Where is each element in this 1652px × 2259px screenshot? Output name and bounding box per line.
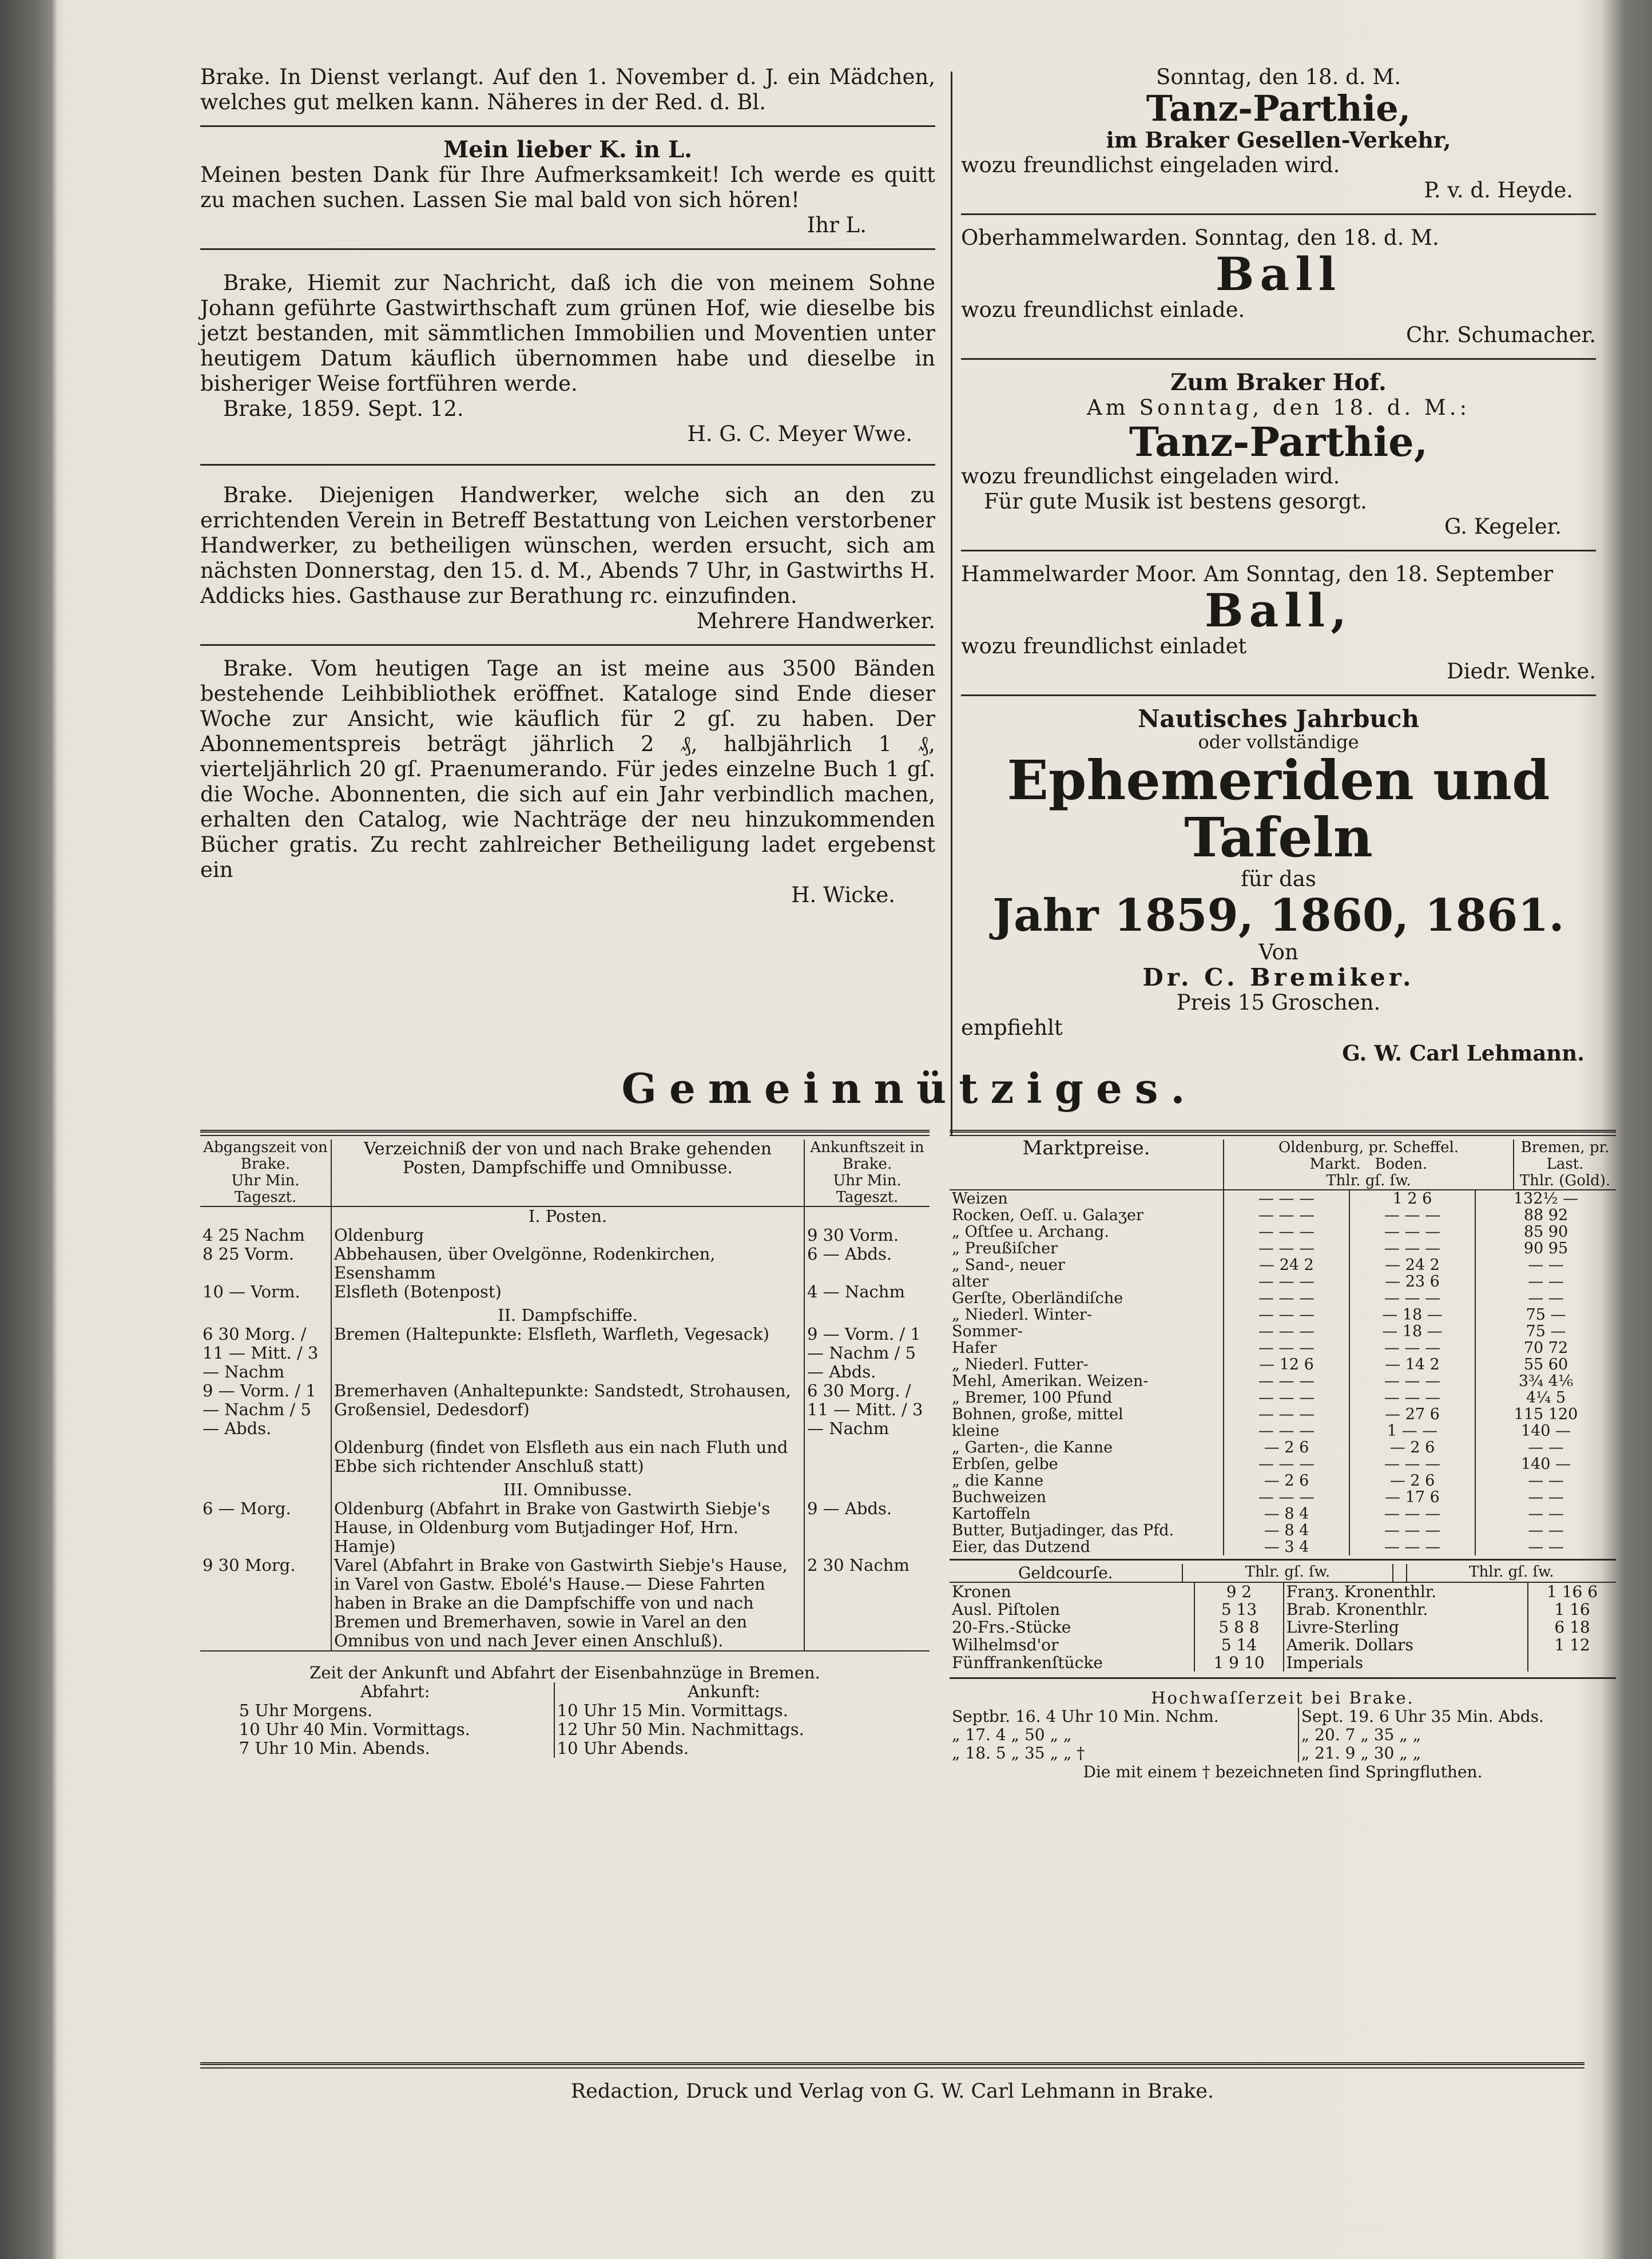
bremen-head: Bremen, pr. Last. Thlr. (Gold).: [1519, 1139, 1611, 1189]
post-arr: 6 — Abds.: [807, 1244, 892, 1264]
market-row: [950, 1224, 1616, 1240]
exchange-sub2: Thlr. gſ. ſw.: [1469, 1563, 1554, 1581]
r4-head: Hammelwarder Moor. Am Sonntag, den 18. September: [961, 562, 1554, 586]
market-row: [950, 1539, 1616, 1555]
ad2-body: Meinen besten Dank für Ihre Aufmerksamkeit! Ich werde es quitt zu machen suchen. Lassen Sie mal bald von sich hören!: [200, 162, 935, 212]
market-boden: — — —: [1349, 1340, 1475, 1356]
market-name: „ die Kanne: [950, 1472, 1224, 1489]
bus-dep: 6 — Morg.: [200, 1499, 331, 1556]
market-boden: — — —: [1349, 1539, 1475, 1555]
market-boden: — — —: [1349, 1456, 1475, 1472]
ad4-body: Brake. Diejenigen Handwerker, welche sich an den zu errichtenden Verein in Betreff Bestattung von Leichen verstorbener Handwerker, zu betheiligen wünschen, werden ersucht, sich am nächsten Donnerstag, den 15. d. M., Abends 7 Uhr, in Gastwirths H. Addicks hies. Gasthause zur Berathung rc. einzufinden.: [200, 483, 935, 608]
post-dep: 8 25 Vorm.: [200, 1245, 331, 1283]
market-row: [950, 1273, 1616, 1290]
exchange-table: [950, 1564, 1616, 1583]
r2-title: Ball: [1215, 247, 1342, 301]
market-markt: — — —: [1224, 1240, 1349, 1257]
market-bremen: — —: [1528, 1439, 1564, 1456]
rail-arr: 12 Uhr 50 Min. Nachmittags.: [557, 1720, 804, 1739]
market-boden: — — —: [1349, 1290, 1475, 1307]
market-boden: — — —: [1349, 1373, 1475, 1389]
market-name: Kartoffeln: [950, 1506, 1224, 1522]
r4-title: Ball,: [1204, 583, 1353, 637]
market-name: Weizen: [950, 1190, 1224, 1207]
r4-sign: Diedr. Wenke.: [1446, 659, 1596, 684]
ship-dep: 6 30 Morg. / 11 — Mitt. / 3 — Nachm: [200, 1325, 331, 1381]
r3-date: Am Sonntag, den 18. d. M.:: [1086, 395, 1471, 420]
market-bremen: — —: [1528, 1522, 1564, 1539]
exchange-row: [950, 1654, 1616, 1672]
market-row: [950, 1257, 1616, 1273]
r4-text: wozu freundlichst einladet: [961, 634, 1247, 658]
market-boden: — 14 2: [1349, 1356, 1475, 1373]
r1-title: Tanz-Parthie,: [1146, 88, 1411, 129]
rail-dep-head: Abfahrt:: [237, 1682, 554, 1701]
market-bremen: 140 —: [1520, 1455, 1571, 1473]
market-name: Rocken, Oeſſ. u. Galaʒer: [950, 1207, 1224, 1224]
ad5-body: Brake. Vom heutigen Tage an ist meine aus 3500 Bänden bestehende Leihbibliothek eröffnet. Kataloge sind Ende dieser Woche zur Ansicht, wie käuflich für 2 gſ. zu haben. Der Abonnementspreis beträgt jährlich 2 ₰, halbjährlich 1 ₰, vierteljährlich 20 gſ. Praenumerando. Für jedes einzelne Buch 1 gſ. die Woche. Abonnenten, die sich auf ein Jahr verbindlich machen, erhalten den Catalog, wie Nachträge der neu hinzukommenden Bücher gratis. Zu recht zahlreicher Betheiligung ladet ergebenst ein: [200, 656, 935, 882]
market-name: Hafer: [950, 1340, 1224, 1356]
market-name: „ Bremer, 100 Pfund: [950, 1389, 1224, 1406]
market-markt: — — —: [1224, 1190, 1349, 1207]
r3-sign: G. Kegeler.: [1444, 514, 1562, 539]
exchange-coin2: Franʒ. Kronenthlr.: [1284, 1583, 1528, 1601]
market-row: [950, 1389, 1616, 1406]
market-bremen: — —: [1528, 1273, 1564, 1291]
r3-text2: Für gute Musik ist bestens gesorgt.: [984, 489, 1367, 514]
exchange-value2: 1 16 6: [1547, 1582, 1598, 1601]
market-markt: — 24 2: [1224, 1257, 1349, 1273]
r1-date: Sonntag, den 18. d. M.: [1155, 65, 1401, 89]
rail-title: Zeit der Ankunft und Abfahrt der Eisenbahnzüge in Bremen.: [309, 1663, 820, 1682]
posts-timetable: [200, 1130, 930, 1758]
hw-right: „ 20. 7 „ 35 „ „: [1301, 1725, 1421, 1744]
exchange-value: 5 13: [1194, 1601, 1283, 1618]
exchange-coin2: Livre-Sterling: [1284, 1618, 1528, 1636]
hw-left: „ 18. 5 „ 35 „ „ †: [950, 1744, 1298, 1762]
market-row: [950, 1506, 1616, 1522]
market-boden: — 17 6: [1349, 1489, 1475, 1506]
market-markt: — — —: [1224, 1423, 1349, 1439]
ship-arr: 6 30 Morg. / 11 — Mitt. / 3 — Nachm: [807, 1381, 923, 1438]
post-dest: Elsfleth (Botenpost): [331, 1283, 804, 1301]
ad2-sign: Ihr L.: [807, 213, 867, 237]
hw-note: Die mit einem † bezeichneten ſind Springfluthen.: [1083, 1762, 1483, 1781]
r3-text1: wozu freundlichst eingeladen wird.: [961, 464, 1340, 489]
exchange-coin: Kronen: [950, 1583, 1194, 1601]
market-bremen: 75 —: [1526, 1323, 1566, 1340]
market-bremen: 75 —: [1526, 1306, 1566, 1324]
posts-table: [200, 1140, 930, 1651]
market-markt: — — —: [1224, 1323, 1349, 1340]
market-row: [950, 1356, 1616, 1373]
hw-right: Sept. 19. 6 Uhr 35 Min. Abds.: [1301, 1707, 1544, 1726]
r1-text: wozu freundlichst eingeladen wird.: [961, 153, 1340, 177]
rail-dep: 5 Uhr Morgens.: [237, 1701, 554, 1720]
market-row: [950, 1190, 1616, 1207]
exchange-row: [950, 1636, 1616, 1654]
market-bremen: — —: [1528, 1256, 1564, 1274]
column-divider: [951, 72, 952, 1136]
market-row: [950, 1406, 1616, 1423]
market-bremen: 88 92: [1523, 1206, 1568, 1224]
market-boden: — 2 6: [1349, 1472, 1475, 1489]
ship-dep: 9 — Vorm. / 1 — Nachm / 5 — Abds.: [200, 1381, 331, 1438]
footer: [200, 2062, 1585, 2103]
market-markt: — 2 6: [1224, 1439, 1349, 1456]
exchange-row: [950, 1618, 1616, 1636]
exchange-value2: 6 18: [1554, 1618, 1590, 1637]
market-markt: — 3 4: [1224, 1539, 1349, 1555]
market-markt: — — —: [1224, 1373, 1349, 1389]
market-boden: — — —: [1349, 1240, 1475, 1257]
market-boden: 1 2 6: [1349, 1190, 1475, 1207]
rail-arr: 10 Uhr 15 Min. Vormittags.: [557, 1701, 788, 1720]
rail-table: [237, 1682, 893, 1758]
rail-arr: 10 Uhr Abends.: [557, 1738, 689, 1758]
exchange-rows: [950, 1583, 1616, 1672]
market-boden: — — —: [1349, 1207, 1475, 1224]
market-bremen: 3¾ 4⅙: [1518, 1372, 1574, 1390]
ad3-body: Brake, Hiemit zur Nachricht, daß ich die von meinem Sohne Johann geführte Gastwirthschaft zum grünen Hof, wie dieselbe bis jetzt bestanden, mit sämmtlichen Immobilien und Moventien unter heutigem Datum käuflich übernommen habe und dieselbe in bisheriger Weise fortführen werde.: [200, 271, 935, 396]
hw-title: Hochwaſſerzeit bei Brake.: [1151, 1688, 1415, 1708]
ad3-sign: H. G. C. Meyer Wwe.: [687, 422, 912, 446]
market-markt: — — —: [1224, 1489, 1349, 1506]
left-column: [200, 60, 935, 908]
r5-l6: Von: [1258, 940, 1298, 964]
r2-text: wozu freundlichst einlade.: [961, 297, 1245, 322]
market-row: [950, 1240, 1616, 1257]
market-bremen: 115 120: [1514, 1406, 1578, 1423]
bus-arr: 2 30 Nachm: [807, 1555, 910, 1575]
market-boden: — — —: [1349, 1389, 1475, 1406]
col-head-list: Verzeichniß der von und nach Brake gehenden Posten, Dampfschiffe und Omnibusse.: [331, 1140, 804, 1206]
market-markt: — — —: [1224, 1207, 1349, 1224]
rail-dep: 7 Uhr 10 Min. Abends.: [237, 1739, 554, 1758]
market-name: Gerſte, Oberländiſche: [950, 1290, 1224, 1307]
market-prices: [950, 1130, 1616, 1781]
section-dampfschiffe: II. Dampfschiffe.: [331, 1301, 804, 1325]
market-name: Sommer-: [950, 1323, 1224, 1340]
market-name: Butter, Butjadinger, das Pfd.: [950, 1522, 1224, 1539]
market-markt: — 8 4: [1224, 1506, 1349, 1522]
market-row: [950, 1456, 1616, 1472]
r3-head: Zum Braker Hof.: [1170, 369, 1387, 396]
market-name: „ Preußiſcher: [950, 1240, 1224, 1257]
market-bremen: — —: [1528, 1488, 1564, 1506]
exchange-value: 5 8 8: [1194, 1618, 1283, 1636]
market-markt: — 2 6: [1224, 1472, 1349, 1489]
section-omnibusse: III. Omnibusse.: [331, 1476, 804, 1499]
market-row: [950, 1423, 1616, 1439]
market-boden: — 2 6: [1349, 1439, 1475, 1456]
market-row: [950, 1207, 1616, 1224]
market-markt: — — —: [1224, 1273, 1349, 1290]
hw-right: „ 21. 9 „ 30 „ „: [1301, 1744, 1421, 1762]
r5-l4: für das: [1241, 867, 1316, 891]
market-boden: — 24 2: [1349, 1257, 1475, 1273]
market-boden: 1 — —: [1349, 1423, 1475, 1439]
market-markt: — 12 6: [1224, 1356, 1349, 1373]
market-boden: — 23 6: [1349, 1273, 1475, 1290]
exchange-row: [950, 1583, 1616, 1601]
exchange-value2: 1 16: [1554, 1600, 1590, 1619]
market-name: „ Garten-, die Kanne: [950, 1439, 1224, 1456]
ship-dest: Bremerhaven (Anhaltepunkte: Sandstedt, Strohausen, Großensiel, Dedesdorf): [331, 1381, 804, 1438]
right-column: [961, 60, 1596, 1066]
market-name: Bohnen, große, mittel: [950, 1406, 1224, 1423]
market-bremen: 132½ —: [1513, 1190, 1579, 1208]
r5-l9: empfiehlt: [961, 1015, 1063, 1040]
market-bremen: 90 95: [1523, 1240, 1568, 1257]
market-name: Buchweizen: [950, 1489, 1224, 1506]
market-row: [950, 1489, 1616, 1506]
market-head: Marktpreise.: [950, 1140, 1224, 1190]
bus-dest: Varel (Abfahrt in Brake von Gastwirth Siebje's Hause, in Varel von Gastw. Ebolé's Hause.— Diese Fahrten haben in Brake an die Dampfschiffe von und nach Bremen und Bremerhaven, sowie in Varel an den Omnibus von und nach Jever einen Anschluß).: [331, 1556, 804, 1651]
rail-arr-head: Ankunft:: [688, 1682, 760, 1701]
market-table: [950, 1137, 1616, 1190]
exchange-value2: 1 12: [1554, 1635, 1590, 1654]
exchange-coin: Fünffrankenſtücke: [950, 1654, 1194, 1672]
r1-sub: im Braker Gesellen-Verkehr,: [1106, 127, 1451, 153]
r2-head: Oberhammelwarden. Sonntag, den 18. d. M.: [961, 225, 1439, 250]
exchange-coin: Wilhelmsd'or: [950, 1636, 1194, 1654]
section-posten: I. Posten.: [331, 1206, 804, 1226]
market-row: [950, 1323, 1616, 1340]
market-name: „ Niederl. Winter-: [950, 1307, 1224, 1323]
market-bremen: — —: [1528, 1538, 1564, 1556]
hw-left: „ 17. 4 „ 50 „ „: [950, 1726, 1298, 1744]
market-row: [950, 1439, 1616, 1456]
market-markt: — 8 4: [1224, 1522, 1349, 1539]
ad-maid-wanted: Brake. In Dienst verlangt. Auf den 1. November d. J. ein Mädchen, welches gut melken kann. Näheres in der Red. d. Bl.: [200, 65, 935, 114]
market-rows: [950, 1190, 1616, 1555]
exchange-value: 9 2: [1194, 1583, 1283, 1601]
market-markt: — — —: [1224, 1389, 1349, 1406]
ad4-sign: Mehrere Handwerker.: [696, 609, 935, 633]
market-boden: — — —: [1349, 1506, 1475, 1522]
market-bremen: 140 —: [1520, 1422, 1571, 1440]
market-row: [950, 1290, 1616, 1307]
market-row: [950, 1340, 1616, 1356]
post-arr: 4 — Nachm: [807, 1282, 905, 1301]
ship-dest: Bremen (Haltepunkte: Elsfleth, Warfleth, Vegesack): [331, 1325, 804, 1381]
exchange-coin2: Imperials: [1284, 1654, 1528, 1672]
market-row: [950, 1307, 1616, 1323]
ship-dest: Oldenburg (findet von Elsfleth aus ein nach Fluth und Ebbe sich richtender Anschluß statt): [331, 1438, 804, 1476]
market-markt: — — —: [1224, 1340, 1349, 1356]
market-markt: — — —: [1224, 1406, 1349, 1423]
hw-left: Septbr. 16. 4 Uhr 10 Min. Nchm.: [950, 1708, 1298, 1726]
r5-sign: G. W. Carl Lehmann.: [1342, 1041, 1585, 1066]
market-bremen: 4¼ 5: [1526, 1389, 1566, 1407]
exchange-sub: Thlr. gſ. ſw.: [1182, 1564, 1393, 1582]
market-markt: — — —: [1224, 1307, 1349, 1323]
market-name: Eier, das Dutzend: [950, 1539, 1224, 1555]
post-dep: 10 — Vorm.: [200, 1283, 331, 1301]
post-dest: Abbehausen, über Ovelgönne, Rodenkirchen, Esenshamm: [331, 1245, 804, 1283]
ad5-sign: H. Wicke.: [791, 883, 895, 907]
market-markt: — — —: [1224, 1224, 1349, 1240]
exchange-value2: [1528, 1654, 1616, 1672]
bus-dest: Oldenburg (Abfahrt in Brake von Gastwirth Siebje's Hause, in Oldenburg vom Butjadinger Hof, Hrn. Hamje): [331, 1499, 804, 1556]
bus-arr: 9 — Abds.: [807, 1499, 892, 1518]
market-name: Erbſen, gelbe: [950, 1456, 1224, 1472]
r5-l1: Nautisches Jahrbuch: [1137, 705, 1419, 733]
hw-table: [950, 1708, 1616, 1762]
market-bremen: — —: [1528, 1289, 1564, 1307]
market-row: [950, 1472, 1616, 1489]
post-dep: 4 25 Nachm: [200, 1226, 331, 1245]
r5-l8: Preis 15 Groschen.: [1176, 990, 1381, 1015]
market-boden: — — —: [1349, 1224, 1475, 1240]
market-name: kleine: [950, 1423, 1224, 1439]
r3-title: Tanz-Parthie,: [1129, 418, 1428, 466]
exchange-coin2: Amerik. Dollars: [1284, 1636, 1528, 1654]
exchange-coin: Ausl. Piſtolen: [950, 1601, 1194, 1618]
exchange-value: 1 9 10: [1194, 1654, 1283, 1672]
exchange-head: Geldcourſe.: [950, 1564, 1182, 1582]
ad3-date: Brake, 1859. Sept. 12.: [223, 396, 464, 421]
section-heading-gemeinnuetziges: Gemeinnütziges.: [621, 1064, 1198, 1113]
market-boden: — 18 —: [1349, 1323, 1475, 1340]
market-name: „ Niederl. Futter-: [950, 1356, 1224, 1373]
exchange-row: [950, 1601, 1616, 1618]
market-name: alter: [950, 1273, 1224, 1290]
exchange-value: 5 14: [1194, 1636, 1283, 1654]
market-markt: — — —: [1224, 1290, 1349, 1307]
market-boden: — 27 6: [1349, 1406, 1475, 1423]
r5-l7: Dr. C. Bremiker.: [1142, 963, 1415, 991]
market-markt: — — —: [1224, 1456, 1349, 1472]
footer-imprint: Redaction, Druck und Verlag von G. W. Carl Lehmann in Brake.: [570, 2080, 1214, 2103]
oldenburg-head: Oldenburg, pr. Scheffel. Markt. Boden. Thlr. gſ. ſw.: [1224, 1140, 1514, 1190]
r1-sign: P. v. d. Heyde.: [1424, 178, 1573, 203]
market-name: „ Oſtſee u. Archang.: [950, 1224, 1224, 1240]
market-bremen: — —: [1528, 1505, 1564, 1523]
market-row: [950, 1373, 1616, 1389]
exchange-coin: 20-Frs.-Stücke: [950, 1618, 1194, 1636]
ship-arr: 9 — Vorm. / 1 — Nachm / 5 — Abds.: [807, 1324, 921, 1381]
market-name: Mehl, Amerikan. Weizen-: [950, 1373, 1224, 1389]
r2-sign: Chr. Schumacher.: [1406, 323, 1596, 347]
bus-dep: 9 30 Morg.: [200, 1556, 331, 1651]
market-boden: — — —: [1349, 1522, 1475, 1539]
market-bremen: — —: [1528, 1472, 1564, 1490]
exchange-coin2: Brab. Kronenthlr.: [1284, 1601, 1528, 1618]
rail-dep: 10 Uhr 40 Min. Vormittags.: [237, 1720, 554, 1739]
market-boden: — 18 —: [1349, 1307, 1475, 1323]
col-head-departure: Abgangszeit von Brake. Uhr Min. Tageszt.: [200, 1140, 331, 1206]
r5-l2: oder vollständige: [1198, 731, 1359, 753]
r5-l5: Jahr 1859, 1860, 1861.: [992, 890, 1564, 942]
ad2-title: Mein lieber K. in L.: [443, 136, 693, 163]
market-name: „ Sand-, neuer: [950, 1257, 1224, 1273]
market-bremen: 55 60: [1523, 1356, 1568, 1373]
post-dest: Oldenburg: [331, 1226, 804, 1245]
market-bremen: 85 90: [1523, 1223, 1568, 1241]
market-bremen: 70 72: [1523, 1339, 1568, 1357]
post-arr: 9 30 Vorm.: [807, 1225, 899, 1245]
newspaper-page: [57, 60, 1611, 2259]
col-head-arrival: Ankunftszeit in Brake. Uhr Min. Tageszt.: [810, 1139, 924, 1206]
r5-l3: Ephemeriden und Tafeln: [1007, 749, 1550, 870]
market-row: [950, 1522, 1616, 1539]
